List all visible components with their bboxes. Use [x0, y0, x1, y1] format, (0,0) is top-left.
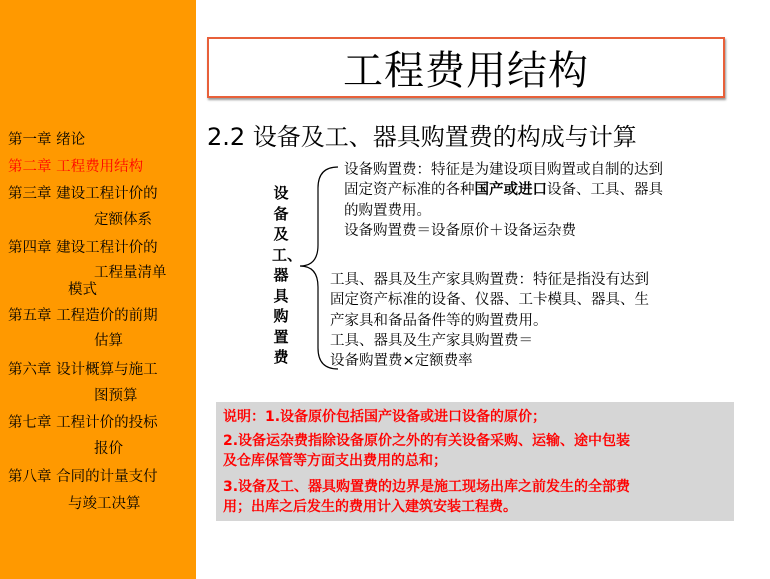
formula-line: 工具、器具及生产家具购置费＝: [330, 332, 533, 349]
slide-title: 工程费用结构: [343, 48, 589, 94]
nav-chapter-label: 第五章 工程造价的前期: [8, 308, 158, 324]
note-line: 及仓库保管等方面支出费用的总和；: [223, 453, 447, 469]
note-line: 说明：1.设备原价包括国产设备或进口设备的原价；: [223, 409, 547, 425]
nav-chapter-label-cont: 定额体系: [94, 212, 152, 228]
note-line: 3.设备及工、器具购置费的边界是施工现场出库之前发生的全部费: [223, 479, 631, 495]
note-line: 用；出库之后发生的费用计入建筑安装工程费。: [223, 499, 517, 515]
formula-line: 设备购置费×定额费率: [330, 353, 473, 370]
nav-chapter-label: 第六章 设计概算与施工: [8, 362, 158, 378]
text-line: 设备购置费：特征是为建设项目购置或自制的达到: [344, 162, 663, 178]
nav-chapter-label: 第四章 建设工程计价的: [8, 240, 158, 256]
nav-chapter-label-cont: 报价: [94, 441, 123, 457]
text-line: 固定资产标准的设备、仪器、工卡模具、器具、生: [330, 292, 649, 309]
emphasis-text: 国产或进口: [474, 182, 547, 199]
tools-purchase-text: [330, 270, 720, 371]
text-line: 固定资产标准的各种国产或进口设备、工具、器具: [344, 182, 663, 199]
nav-chapter-label: 第八章 合同的计量支付: [8, 469, 158, 485]
text-line: 工具、器具及生产家具购置费：特征是指没有达到: [330, 272, 649, 288]
nav-chapter-label-cont2: 模式: [68, 282, 97, 298]
nav-chapter-label-cont: 图预算: [94, 388, 138, 404]
nav-chapter-label-cont: 与竣工决算: [68, 496, 141, 512]
text-line: 的购置费用。: [344, 202, 431, 219]
equipment-purchase-text: [344, 160, 734, 241]
note-box: [216, 402, 734, 521]
nav-chapter-label-cont: 估算: [94, 333, 123, 349]
nav-chapter-label: 第三章 建设工程计价的: [8, 186, 158, 202]
formula-line: 设备购置费＝设备原价＋设备运杂费: [344, 222, 576, 239]
vertical-category-label: 设备及工、器具购置费: [272, 184, 303, 366]
nav-chapter-label-cont: 工程量清单: [94, 265, 167, 281]
nav-chapter-label: 第一章 绪论: [8, 132, 86, 148]
note-line: 2.设备运杂费指除设备原价之外的有关设备采购、运输、途中包装: [223, 433, 631, 449]
text-line: 产家具和备品备件等的购置费用。: [330, 312, 548, 329]
nav-chapter-label: 第七章 工程计价的投标: [8, 415, 158, 431]
section-title: 2.2 设备及工、器具购置费的构成与计算: [207, 123, 637, 151]
nav-chapter-label: 第二章 工程费用结构: [8, 159, 144, 175]
